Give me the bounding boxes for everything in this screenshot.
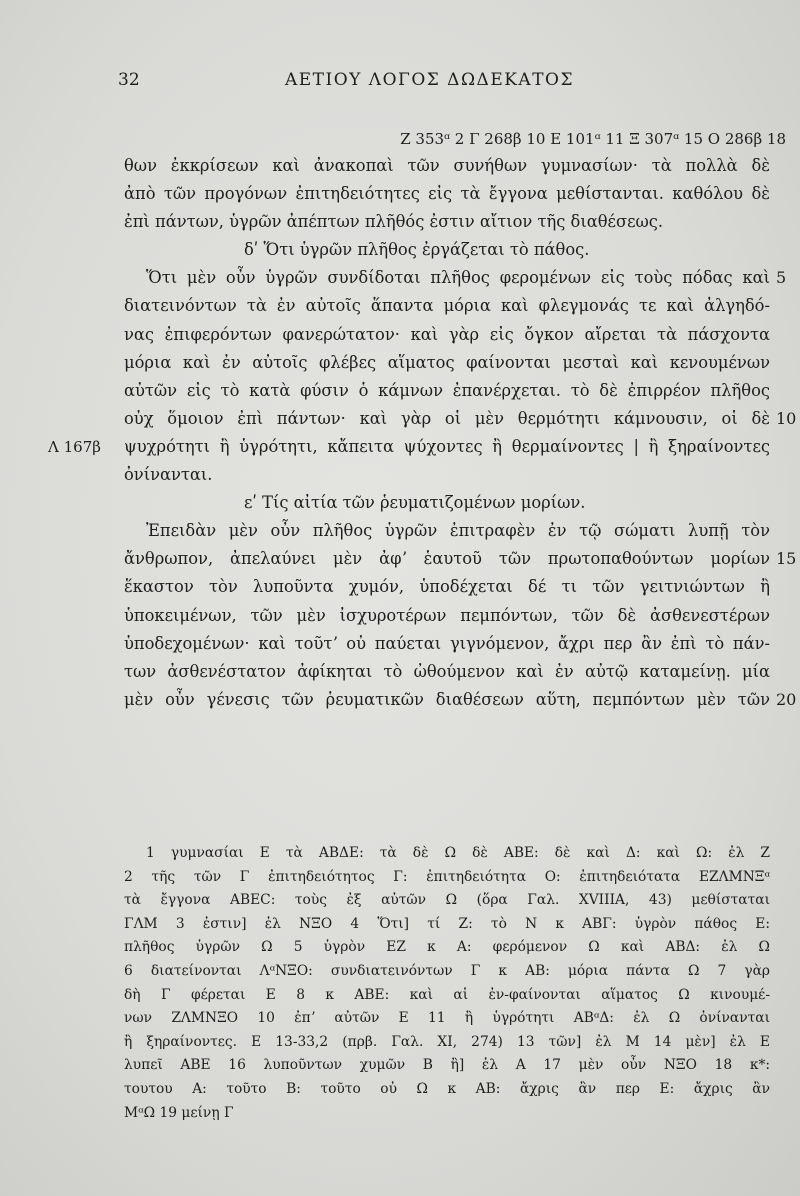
text-line-content: Ὅτι μὲν οὖν ὑγρῶν συνδίδοται πλῆθος φερομένων εἰς τοὺς πόδας καὶ xyxy=(146,268,770,288)
line-number: 15 xyxy=(776,549,797,569)
text-line-content: ὀνίνανται. xyxy=(124,465,213,485)
text-line xyxy=(124,208,770,236)
line-number: 5 xyxy=(776,268,787,288)
text-line xyxy=(48,433,770,461)
text-line-content: ὑποκειμένων, τῶν μὲν ἰσχυροτέρων πεμπόντων, τῶν δὲ ἀσθενεστέρων xyxy=(124,605,770,625)
apparatus-line: δὴ Γ φέρεται Ε 8 κ ΑΒΕ: καὶ αἱ ἐν-φαίνονται αἵματος Ω κινουμέ- xyxy=(124,986,770,1003)
apparatus-line: ΓΛΜ 3 ἐστιν] ἐλ ΝΞΟ 4 Ὅτι] τί Ζ: τὸ Ν κ ΑΒΓ: ὑγρὸν πάθος Ε: xyxy=(124,915,770,932)
page-number: 32 xyxy=(118,70,140,90)
text-line xyxy=(124,630,770,658)
text-line xyxy=(124,658,770,686)
text-line xyxy=(124,349,770,377)
text-line-content: ὑποδεχομένων· καὶ τοῦτʼ οὐ παύεται γιγνόμενον, ἄχρι περ ἂν ἐπὶ τὸ πάν- xyxy=(124,633,770,653)
text-line-content: νας ἐπιφερόντων φανερώτατον· καὶ γὰρ εἰς ὄγκον αἴρεται τὰ πάσχοντα xyxy=(124,324,770,344)
running-title: ΑΕΤΙΟΥ ΛΟΓΟΣ ΔΩΔΕΚΑΤΟΣ xyxy=(285,70,575,90)
text-line-content: ἐπὶ πάντων, ὑγρῶν ἀπέπτων πλῆθός ἐστιν αἴτιον τῆς διαθέσεως. xyxy=(124,212,664,232)
text-line xyxy=(124,461,770,489)
text-line-content: εʹ Τίς αἰτία τῶν ῥευματιζομένων μορίων. xyxy=(244,493,586,513)
apparatus-line: πλῆθος ὑγρῶν Ω 5 ὑγρὸν ΕΖ κ Α: φερόμενον Ω καὶ ΑΒΔ: ἐλ Ω xyxy=(124,939,770,956)
text-line-content: αὐτῶν εἰς τὸ κατὰ φύσιν ὁ κάμνων ἐπανέρχεται. τὸ δὲ ἐπιρρέον πλῆθος xyxy=(124,380,770,400)
text-line-content: ἕκαστον τὸν λυποῦντα χυμόν, ὑποδέχεται δέ τι τῶν γειτνιώντων ἢ xyxy=(124,577,770,597)
apparatus-line: 6 διατείνονται ΛᵅΝΞΟ: συνδιατεινόντων Γ κ ΑΒ: μόρια πάντα Ω 7 γὰρ xyxy=(124,962,770,979)
apparatus-line: νων ΖΛΜΝΞΟ 10 ἐπʼ αὐτῶν Ε 11 ἢ ὑγρότητι ΑΒᵅΔ: ἐλ Ω ὀνίνανται xyxy=(124,1010,770,1027)
text-line-content: Ἐπειδὰν μὲν οὖν πλῆθος ὑγρῶν ἐπιτραφὲν ἐν τῷ σώματι λυπῇ τὸν xyxy=(146,521,770,541)
text-line xyxy=(124,292,770,320)
apparatus-line: λυπεῖ ΑΒΕ 16 λυποῦντων χυμῶν Β ἢ] ἐλ Α 17 μὲν οὖν ΝΞΟ 18 κ*: xyxy=(124,1057,770,1074)
text-line-content: δʹ Ὅτι ὑγρῶν πλῆθος ἐργάζεται τὸ πάθος. xyxy=(244,240,590,260)
text-line xyxy=(124,180,770,208)
chapter-heading xyxy=(124,236,770,264)
main-text xyxy=(48,152,797,714)
text-line-content: οὐχ ὅμοιον ἐπὶ πάντων· καὶ γὰρ οἱ μὲν θερμότητι κάμνουσιν, οἱ δὲ xyxy=(124,408,770,428)
apparatus-line: ΜᵅΩ 19 μείνῃ Γ xyxy=(124,1104,234,1121)
critical-apparatus xyxy=(124,842,770,1125)
text-line xyxy=(124,321,770,349)
text-line-content: θων ἐκκρίσεων καὶ ἀνακοπαὶ τῶν συνήθων γυμνασίων· τὰ πολλὰ δὲ xyxy=(124,156,770,175)
apparatus-line: ἢ ξηραίνοντες. Ε 13-33,2 (πρβ. Γαλ. XI, 274) 13 τῶν] ἐλ Μ 14 μὲν] ἐλ Ε xyxy=(124,1033,770,1050)
text-line xyxy=(124,517,770,545)
apparatus-line: 1 γυμνασίαι E τὰ ΑΒΔΕ: τὰ δὲ Ω δὲ ΑΒΕ: δὲ καὶ Δ: καὶ Ω: ἐλ Ζ xyxy=(146,845,770,861)
text-line-content: διατεινόντων τὰ ἐν αὐτοῖς ἅπαντα μόρια καὶ φλεγμονάς τε καὶ ἀλγηδό- xyxy=(124,296,770,316)
margin-reference: Λ 167β xyxy=(48,437,101,456)
page-header xyxy=(0,70,800,100)
text-line xyxy=(124,545,797,573)
manuscript-sigla-line: Z 353ᵅ 2 Γ 268β 10 E 101ᵅ 11 Ξ 307ᵅ 15 O 286β 18 xyxy=(400,130,786,148)
text-line-content: των ἀσθενέστατον ἀφίκηται τὸ ὠθούμενον καὶ ἐν αὐτῷ καταμείνῃ. μία xyxy=(124,661,770,681)
text-line-content: ἀπὸ τῶν προγόνων ἐπιτηδειότητες εἰς τὰ ἔγγονα μεθίστανται. καθόλου δὲ xyxy=(124,184,770,204)
text-line xyxy=(124,152,770,180)
apparatus-line: 2 τῆς τῶν Γ ἐπιτηδειότητος Γ: ἐπιτηδειότητα Ο: ἐπιτηδειότατα ΕΖΛΜΝΞᵅ xyxy=(124,868,770,885)
chapter-heading xyxy=(124,489,770,517)
apparatus-line: τουτου Α: τοῦτο Β: τοῦτο οὐ Ω κ ΑΒ: ἄχρις ἂν περ Ε: ἄχρις ἂν xyxy=(124,1080,770,1097)
text-line-content: ψυχρότητι ἢ ὑγρότητι, κἄπειτα ψύχοντες ἢ θερμαίνοντες | ἢ ξηραίνοντες xyxy=(124,436,770,456)
text-line xyxy=(124,602,770,630)
apparatus-line: τὰ ἔγγονα ΑΒΕC: τοὺς ἐξ αὐτῶν Ω (ὅρα Γαλ. XVIIIA, 43) μεθίσταται xyxy=(124,892,770,909)
text-line-content: ἄνθρωπον, ἀπελαύνει μὲν ἀφʼ ἑαυτοῦ τῶν πρωτοπαθούντων μορίων xyxy=(124,549,770,569)
text-line xyxy=(124,573,770,601)
text-line-content: μόρια καὶ ἐν αὐτοῖς φλέβες αἵματος φαίνονται μεσταὶ καὶ κενουμένων xyxy=(124,352,770,372)
text-line xyxy=(124,405,797,433)
line-number: 10 xyxy=(776,408,797,428)
text-line-content: μὲν οὖν γένεσις τῶν ῥευματικῶν διαθέσεων αὕτη, πεμπόντων μὲν τῶν xyxy=(124,689,770,709)
text-line xyxy=(124,377,770,405)
line-number: 20 xyxy=(776,689,797,709)
text-line xyxy=(124,686,797,714)
text-line xyxy=(124,264,787,292)
